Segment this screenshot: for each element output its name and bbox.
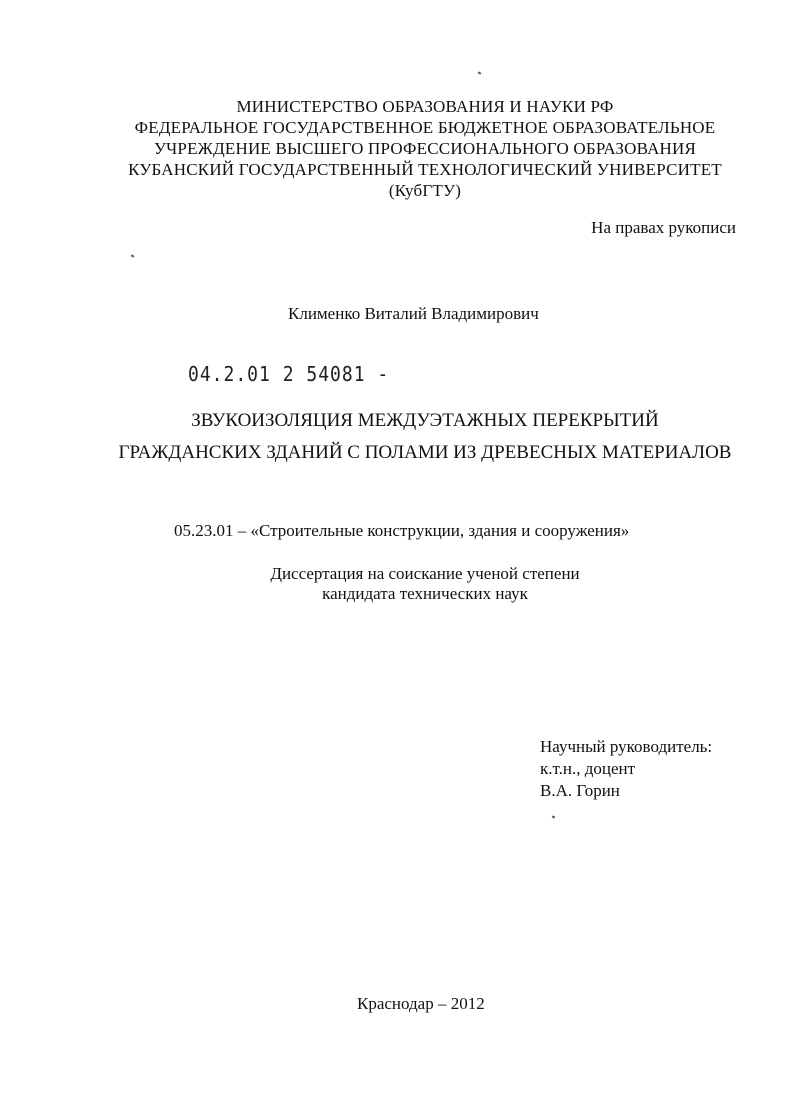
institution-header: [0, 96, 795, 201]
city-year: Краснодар – 2012: [357, 994, 485, 1013]
degree-line-2: кандидата технических наук: [322, 584, 528, 603]
supervisor-rank: к.т.н., доцент: [540, 759, 636, 778]
header-line-university: КУБАНСКИЙ ГОСУДАРСТВЕННЫЙ ТЕХНОЛОГИЧЕСКИЙ УНИВЕРСИТЕТ: [128, 160, 722, 179]
supervisor-block: [540, 736, 712, 802]
scan-speck: [552, 815, 556, 818]
scan-speck: [478, 71, 482, 74]
supervisor-label: Научный руководитель:: [540, 737, 713, 756]
degree-line-1: Диссертация на соискание ученой степени: [270, 564, 580, 583]
header-line-institution-level: УЧРЕЖДЕНИЕ ВЫСШЕГО ПРОФЕССИОНАЛЬНОГО ОБРАЗОВАНИЯ: [153, 139, 697, 158]
header-line-ministry: МИНИСТЕРСТВО ОБРАЗОВАНИЯ И НАУКИ РФ: [236, 97, 614, 116]
dissertation-title-line-2: ГРАЖДАНСКИХ ЗДАНИЙ С ПОЛАМИ ИЗ ДРЕВЕСНЫХ МАТЕРИАЛОВ: [118, 442, 732, 463]
specialty-code: 05.23.01 – «Строительные конструкции, здания и сооружения»: [174, 521, 630, 540]
author-name: Клименко Виталий Владимирович: [288, 304, 539, 323]
header-line-institution-type: ФЕДЕРАЛЬНОЕ ГОСУДАРСТВЕННОЕ БЮДЖЕТНОЕ ОБРАЗОВАТЕЛЬНОЕ: [134, 118, 716, 137]
supervisor-name: В.А. Горин: [540, 781, 620, 800]
scan-speck: [131, 254, 135, 257]
registration-stamp: 04.2.01 2 54081 -: [188, 362, 390, 387]
header-line-abbreviation: (КубГТУ): [388, 181, 462, 200]
dissertation-title-line-1: ЗВУКОИЗОЛЯЦИЯ МЕЖДУЭТАЖНЫХ ПЕРЕКРЫТИЙ: [191, 410, 659, 431]
manuscript-note: На правах рукописи: [591, 218, 736, 237]
